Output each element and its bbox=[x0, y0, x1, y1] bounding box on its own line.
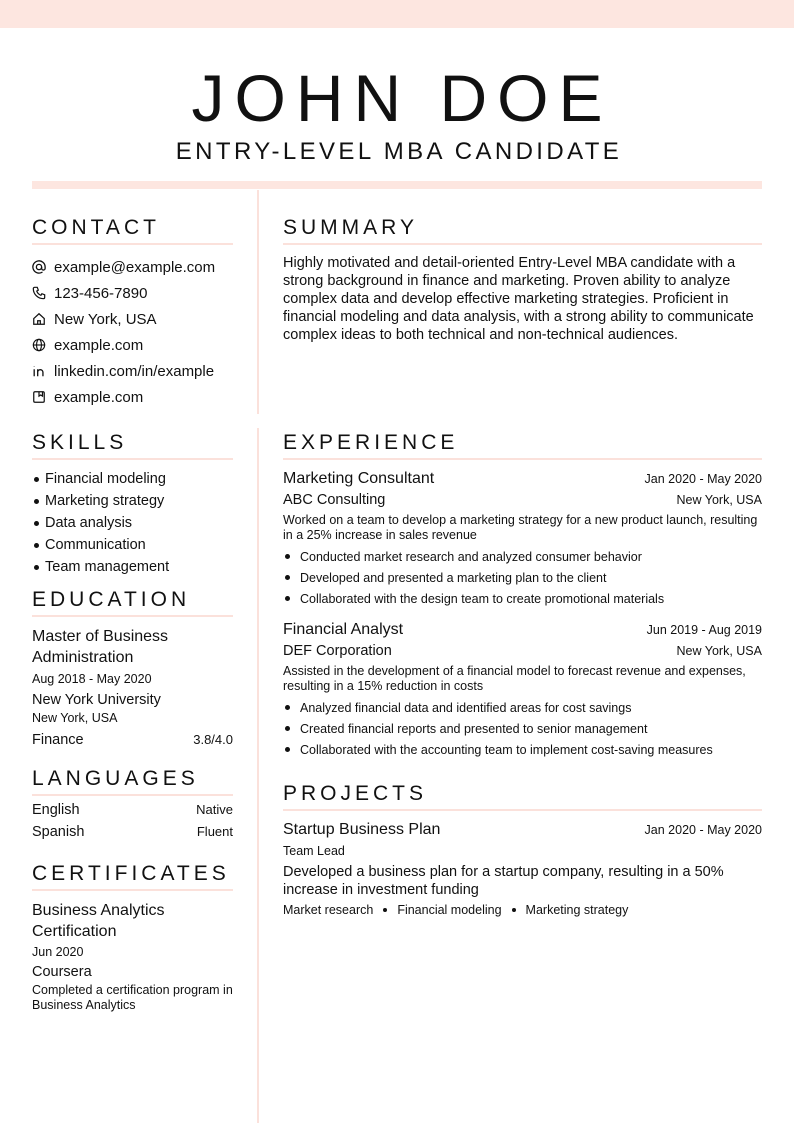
summary-section bbox=[283, 216, 762, 344]
skills-section bbox=[32, 431, 233, 578]
contact-phone[interactable] bbox=[32, 280, 233, 306]
section-rule bbox=[32, 889, 233, 891]
skill-label: Data analysis bbox=[45, 515, 133, 531]
job-bullets bbox=[283, 697, 762, 760]
language-level: Native bbox=[196, 802, 233, 817]
job-bullet-text: Collaborated with the accounting team to implement cost-saving measures bbox=[300, 742, 713, 757]
bullet-icon bbox=[285, 596, 290, 601]
certificate-name: Business Analytics Certification bbox=[32, 902, 165, 940]
bullet-icon bbox=[285, 705, 290, 710]
project-description: Developed a business plan for a startup company, resulting in a 50% increase in investment funding bbox=[283, 864, 724, 898]
languages-list bbox=[32, 802, 233, 846]
section-rule bbox=[283, 243, 762, 245]
job-bullet-text: Developed and presented a marketing plan to the client bbox=[300, 570, 607, 585]
projects-section bbox=[283, 782, 762, 917]
section-rule bbox=[32, 458, 233, 460]
section-rule bbox=[32, 794, 233, 796]
job-location: New York, USA bbox=[676, 644, 762, 658]
language-name: Spanish bbox=[32, 824, 85, 840]
job-header-row bbox=[283, 470, 762, 488]
certificate-description: Completed a certification program in Business Analytics bbox=[32, 983, 233, 1012]
portfolio-icon bbox=[32, 390, 46, 404]
skill-label: Team management bbox=[45, 559, 170, 575]
contact-portfolio-text: example.com bbox=[54, 388, 144, 406]
project-tag: Marketing strategy bbox=[525, 903, 629, 917]
job-dates: Jun 2019 - Aug 2019 bbox=[646, 623, 762, 637]
language-level: Fluent bbox=[196, 824, 233, 839]
projects-heading: PROJECTS bbox=[283, 782, 428, 805]
skills-heading: SKILLS bbox=[32, 431, 128, 454]
bullet-icon bbox=[285, 554, 290, 559]
job-title: Marketing Consultant bbox=[283, 470, 435, 487]
job-bullet bbox=[283, 718, 762, 739]
project-title: Startup Business Plan bbox=[283, 821, 441, 838]
skill-item bbox=[32, 534, 233, 556]
job-company-row bbox=[283, 643, 762, 659]
languages-section bbox=[32, 767, 233, 846]
contact-phone-text: 123-456-7890 bbox=[54, 284, 148, 302]
education-dates: Aug 2018 - May 2020 bbox=[32, 672, 152, 686]
job-bullets bbox=[283, 546, 762, 609]
separator-dot-icon bbox=[383, 908, 387, 912]
job-location: New York, USA bbox=[676, 493, 762, 507]
skill-label: Financial modeling bbox=[45, 471, 166, 487]
contact-linkedin-text: linkedin.com/in/example bbox=[54, 362, 215, 380]
job-entry bbox=[283, 470, 762, 609]
bullet-icon bbox=[34, 565, 39, 570]
certificate-issuer: Coursera bbox=[32, 964, 92, 980]
languages-heading: LANGUAGES bbox=[32, 767, 199, 790]
project-entry bbox=[283, 821, 762, 917]
candidate-name: JOHN DOE bbox=[191, 61, 613, 135]
job-title: Financial Analyst bbox=[283, 621, 404, 638]
skill-item bbox=[32, 556, 233, 578]
contact-list bbox=[32, 254, 233, 410]
bullet-icon bbox=[285, 575, 290, 580]
bullet-icon bbox=[285, 747, 290, 752]
home-icon bbox=[32, 312, 46, 326]
education-heading: EDUCATION bbox=[32, 588, 191, 611]
job-company: DEF Corporation bbox=[283, 643, 392, 659]
at-icon bbox=[32, 260, 46, 274]
job-company-row bbox=[283, 492, 762, 508]
contact-section bbox=[32, 216, 233, 410]
language-row bbox=[32, 802, 233, 824]
job-company: ABC Consulting bbox=[283, 492, 386, 508]
project-header-row bbox=[283, 821, 762, 839]
top-accent-band bbox=[0, 0, 794, 28]
phone-icon bbox=[32, 286, 46, 300]
job-description: Assisted in the development of a financial model to forecast revenue and expenses, resulting in a 15% reduction in costs bbox=[283, 664, 746, 693]
section-rule bbox=[32, 243, 233, 245]
education-field-row bbox=[32, 732, 233, 748]
skills-list bbox=[32, 468, 233, 578]
separator-dot-icon bbox=[512, 908, 516, 912]
skill-label: Marketing strategy bbox=[45, 493, 165, 509]
job-bullet-text: Analyzed financial data and identified areas for cost savings bbox=[300, 700, 632, 715]
bullet-icon bbox=[34, 543, 39, 548]
contact-portfolio[interactable] bbox=[32, 384, 233, 410]
bullet-icon bbox=[285, 726, 290, 731]
job-bullet bbox=[283, 739, 762, 760]
education-field: Finance bbox=[32, 732, 84, 748]
project-tag: Financial modeling bbox=[397, 903, 502, 917]
certificates-heading: CERTIFICATES bbox=[32, 862, 230, 885]
skill-item bbox=[32, 468, 233, 490]
skill-item bbox=[32, 490, 233, 512]
education-degree: Master of Business Administration bbox=[32, 628, 169, 666]
certificate-date: Jun 2020 bbox=[32, 945, 84, 959]
section-rule bbox=[32, 615, 233, 617]
job-entry bbox=[283, 621, 762, 760]
project-role: Team Lead bbox=[283, 844, 345, 858]
project-tag: Market research bbox=[283, 903, 374, 917]
contact-location bbox=[32, 306, 233, 332]
job-description: Worked on a team to develop a marketing strategy for a new product launch, resulting in a 25% increase in sales revenue bbox=[283, 513, 758, 542]
education-school: New York University bbox=[32, 692, 161, 708]
linkedin-icon bbox=[32, 364, 46, 378]
job-bullet-text: Collaborated with the design team to create promotional materials bbox=[300, 591, 665, 606]
job-dates: Jan 2020 - May 2020 bbox=[644, 472, 762, 486]
experience-heading: EXPERIENCE bbox=[283, 431, 459, 454]
education-location: New York, USA bbox=[32, 711, 118, 725]
contact-website[interactable] bbox=[32, 332, 233, 358]
experience-section bbox=[283, 431, 762, 760]
bullet-icon bbox=[34, 521, 39, 526]
project-dates: Jan 2020 - May 2020 bbox=[644, 823, 762, 837]
bullet-icon bbox=[34, 477, 39, 482]
job-bullet bbox=[283, 567, 762, 588]
contact-heading: CONTACT bbox=[32, 216, 160, 239]
header-divider bbox=[32, 181, 762, 189]
job-bullet bbox=[283, 546, 762, 567]
certificates-section bbox=[32, 862, 233, 1013]
language-name: English bbox=[32, 802, 80, 818]
globe-icon bbox=[32, 338, 46, 352]
summary-heading: SUMMARY bbox=[283, 216, 418, 239]
bullet-icon bbox=[34, 499, 39, 504]
education-section bbox=[32, 588, 233, 748]
language-row bbox=[32, 824, 233, 846]
section-rule bbox=[283, 458, 762, 460]
project-tags bbox=[283, 903, 762, 917]
job-bullet-text: Conducted market research and analyzed consumer behavior bbox=[300, 549, 642, 564]
section-rule bbox=[283, 809, 762, 811]
skill-label: Communication bbox=[45, 537, 146, 553]
resume-header bbox=[0, 62, 794, 166]
column-divider-bottom bbox=[257, 428, 259, 1123]
education-gpa: 3.8/4.0 bbox=[193, 732, 233, 747]
job-bullet-text: Created financial reports and presented to senior management bbox=[300, 721, 648, 736]
contact-email[interactable] bbox=[32, 254, 233, 280]
contact-location-text: New York, USA bbox=[54, 310, 157, 328]
summary-text: Highly motivated and detail-oriented Entry-Level MBA candidate with a strong background in finance and marketing. Proven ability to analyze complex data and develop effective marketing strategies. Proficient in financial modeling and data analysis, with a strong ability to communicate complex ideas to both technical and non-technical audiences. bbox=[283, 255, 754, 343]
skill-item bbox=[32, 512, 233, 534]
contact-website-text: example.com bbox=[54, 336, 144, 354]
candidate-subtitle: ENTRY-LEVEL MBA CANDIDATE bbox=[175, 138, 623, 165]
job-header-row bbox=[283, 621, 762, 639]
job-bullet bbox=[283, 697, 762, 718]
column-divider-top bbox=[257, 190, 259, 414]
job-bullet bbox=[283, 588, 762, 609]
contact-email-text: example@example.com bbox=[54, 258, 216, 276]
contact-linkedin[interactable] bbox=[32, 358, 233, 384]
